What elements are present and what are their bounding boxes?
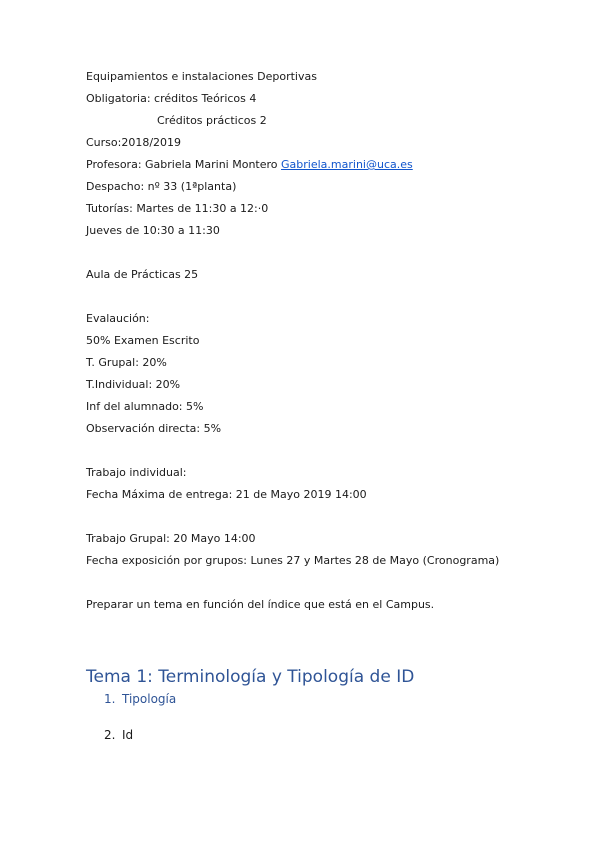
- evaluation-item: Observación directa: 5%: [86, 422, 222, 435]
- course-year: Curso:2018/2019: [86, 136, 182, 149]
- evaluation-item: T.Individual: 20%: [86, 378, 181, 391]
- credits-practice: Créditos prácticos 2: [157, 114, 267, 127]
- topic-heading: Tema 1: Terminología y Tipología de ID: [86, 667, 415, 687]
- course-title: Equipamientos e instalaciones Deportivas: [86, 70, 317, 83]
- tutoring-thursday: Jueves de 10:30 a 11:30: [86, 224, 220, 237]
- practice-room: Aula de Prácticas 25: [86, 268, 199, 281]
- evaluation-heading: Evalaución:: [86, 312, 150, 325]
- professor-name: Profesora: Gabriela Marini Montero: [86, 158, 282, 171]
- evaluation-item: T. Grupal: 20%: [86, 356, 167, 369]
- professor-email-link[interactable]: Gabriela.marini@uca.es: [281, 158, 413, 171]
- list-number: 2.: [104, 728, 116, 742]
- group-work-deadline: Trabajo Grupal: 20 Mayo 14:00: [86, 532, 256, 545]
- tutoring-tuesday: Tutorías: Martes de 11:30 a 12:·0: [86, 202, 269, 215]
- evaluation-item: Inf del alumnado: 5%: [86, 400, 204, 413]
- individual-deadline: Fecha Máxima de entrega: 21 de Mayo 2019 14:00: [86, 488, 367, 501]
- topic-list-item: [104, 728, 133, 743]
- individual-work-heading: Trabajo individual:: [86, 466, 187, 479]
- list-number: 1.: [104, 692, 116, 706]
- credits-theory: Obligatoria: créditos Teóricos 4: [86, 92, 257, 105]
- list-label: Id: [122, 728, 134, 742]
- topic-list-item: [104, 692, 176, 707]
- office: Despacho: nº 33 (1ªplanta): [86, 180, 237, 193]
- prepare-topic-note: Preparar un tema en función del índice que está en el Campus.: [86, 598, 435, 611]
- list-label: Tipología: [122, 692, 177, 706]
- group-presentation-dates: Fecha exposición por grupos: Lunes 27 y Martes 28 de Mayo (Cronograma): [86, 554, 500, 567]
- professor-line: [86, 158, 413, 172]
- evaluation-item: 50% Examen Escrito: [86, 334, 200, 347]
